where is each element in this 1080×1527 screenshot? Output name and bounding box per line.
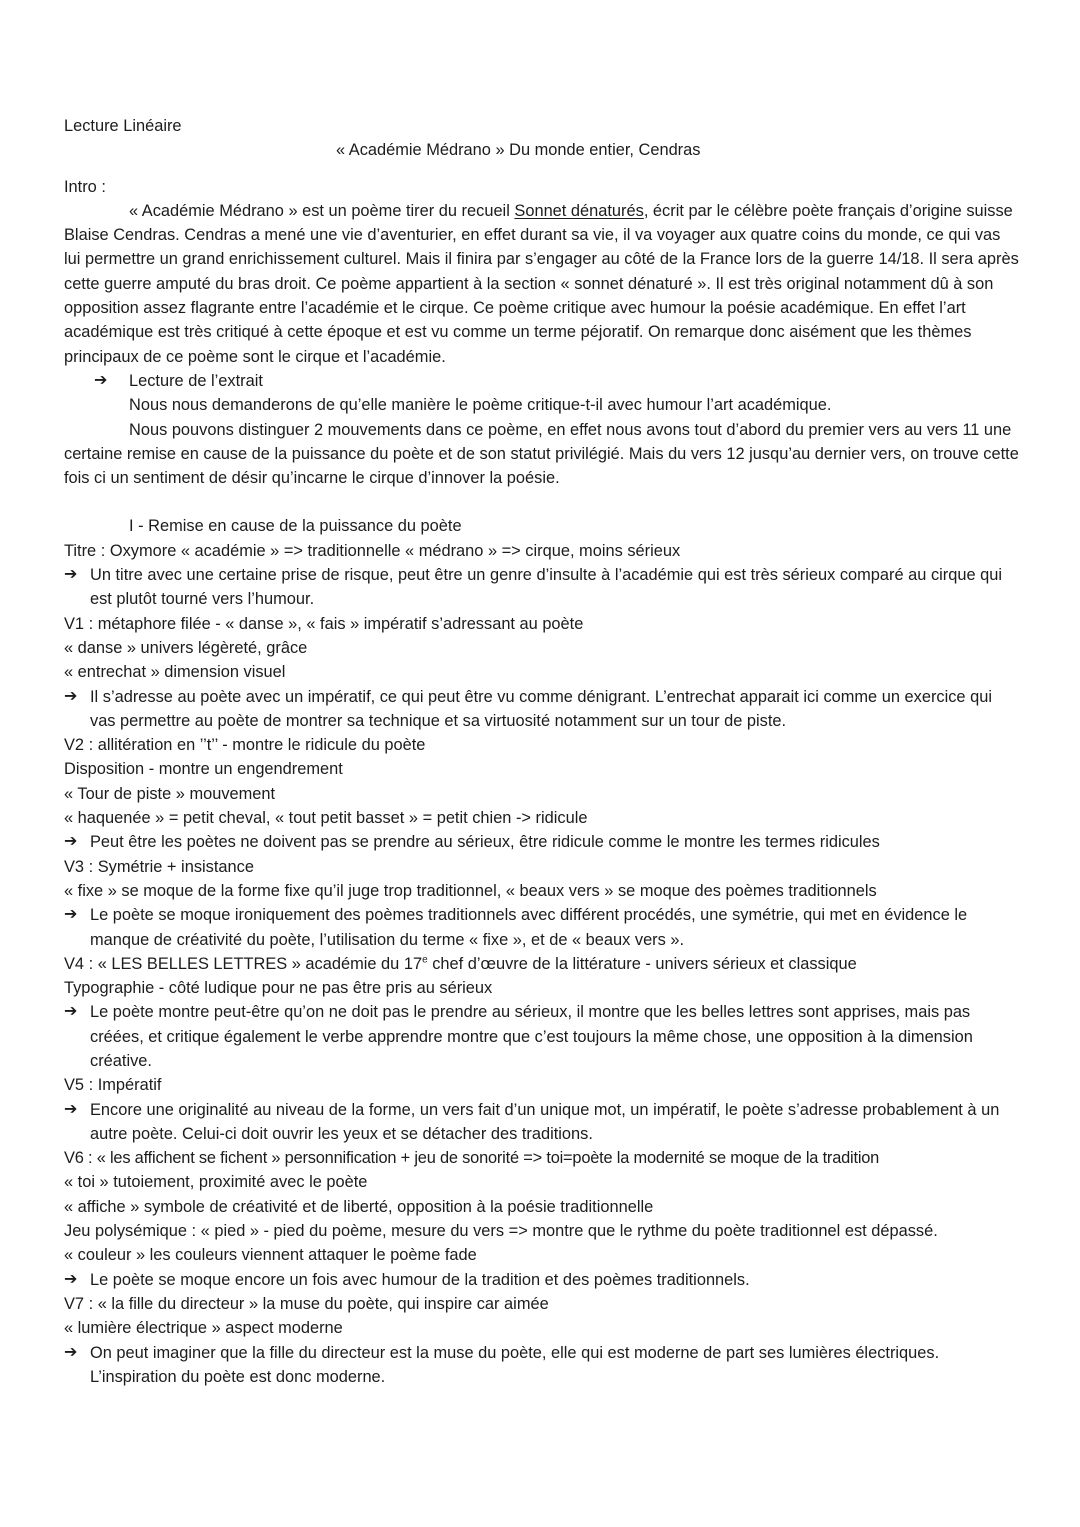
note-line: Titre : Oxymore « académie » => traditionnelle « médrano » => cirque, moins sérieux [64,541,681,560]
note-line: V5 : Impératif [64,1076,162,1095]
note-line: « couleur » les couleurs viennent attaquer le poème fade [64,1246,477,1265]
section-title: I - Remise en cause de la puissance du poète [129,517,462,536]
plan-paragraph [64,418,1019,491]
arrow-note [64,1268,1019,1292]
intro-label: Intro : [64,177,106,196]
note-line: Typographie - côté ludique pour ne pas être pris au sérieux [64,979,493,998]
note-line: V6 : « les affichent se fichent » personnification + jeu de sonorité => toi=poète la modernité se moque de la tradition [64,1149,880,1168]
arrow-icon: ➔ [64,687,78,705]
intro-text-before: « Académie Médrano » est un poème tirer du recueil [129,201,515,220]
arrow-note [64,903,1019,952]
note-line: Disposition - montre un engendrement [64,760,343,779]
v4-text-end: chef d’œuvre de la littérature - univers sérieux et classique [427,954,857,973]
arrow-icon: ➔ [64,833,78,851]
arrow-icon: ➔ [64,906,78,924]
arrow-note [64,563,1019,612]
note-line [64,952,1019,976]
lecture-label: Lecture de l’extrait [129,371,263,390]
note-line: V2 : allitération en ’’t’’ - montre le ridicule du poète [64,736,426,755]
doc-type: Lecture Linéaire [64,117,182,135]
note-line: « toi » tutoiement, proximité avec le poète [64,1173,368,1192]
note-line: « danse » univers légèreté, grâce [64,638,308,657]
note-line: « affiche » symbole de créativité et de liberté, opposition à la poésie traditionnelle [64,1197,654,1216]
arrow-note [64,1098,1019,1147]
plan-text: Nous pouvons distinguer 2 mouvements dans ce poème, en effet nous avons tout d’abord du premier vers au vers 11 une certaine remise en cause de la puissance du poète et de son statut privilégié. Mais du vers 12 jusqu’au dernier vers, on trouve cette fois ci un sentiment de désir qu’incarne le cirque d’innover la poésie. [64,420,1019,488]
arrow-icon: ➔ [94,371,108,389]
page-title: « Académie Médrano » Du monde entier, Cendras [336,141,701,160]
problematique: Nous nous demanderons de qu’elle manière le poème critique-t-il avec humour l’art académique. [129,396,832,415]
note-line: V7 : « la fille du directeur » la muse du poète, qui inspire car aimée [64,1294,549,1313]
intro-paragraph [64,199,1019,369]
arrow-note-text: On peut imaginer que la fille du directeur est la muse du poète, elle qui est moderne de part ses lumières électriques. L’inspiration du poète est donc moderne. [90,1343,940,1386]
arrow-icon: ➔ [64,1270,78,1288]
note-line: « fixe » se moque de la forme fixe qu’il juge trop traditionnel, « beaux vers » se moque des poèmes traditionnels [64,881,877,900]
arrow-icon: ➔ [64,1343,78,1361]
arrow-note-text: Un titre avec une certaine prise de risque, peut être un genre d’insulte à l’académie qui est très sérieux comparé au cirque qui est plutôt tourné vers l’humour. [90,566,1003,609]
arrow-note [64,685,1019,734]
note-line: V3 : Symétrie + insistance [64,857,254,876]
note-line: « haquenée » = petit cheval, « tout petit basset » = petit chien -> ridicule [64,809,588,828]
arrow-note [64,1341,1019,1390]
note-line: « lumière électrique » aspect moderne [64,1319,343,1338]
arrow-note-text: Il s’adresse au poète avec un impératif, ce qui peut être vu comme dénigrant. L’entrechat apparait ici comme un exercice qui vas permettre au poète de montrer sa technique et sa virtuosité notamment sur un tour de piste. [90,687,992,730]
superscript: e [422,954,428,966]
spacer [64,490,1019,514]
spacer [64,163,1019,175]
arrow-note-text: Le poète montre peut-être qu’on ne doit pas le prendre au sérieux, il montre que les belles lettres sont apprises, mais pas créées, et critique également le verbe apprendre montre que c’est toujours la même chose, une opposition à la dimension créative. [90,1003,973,1070]
note-line: « Tour de piste » mouvement [64,784,276,803]
lecture-item [64,369,1019,393]
note-line: V1 : métaphore filée - « danse », « fais » impératif s’adressant au poète [64,614,584,633]
note-line: « entrechat » dimension visuel [64,663,286,682]
arrow-note-text: Encore une originalité au niveau de la forme, un vers fait d’un unique mot, un impératif, le poète s’adresse probablement à un autre poète. Celui-ci doit ouvrir les yeux et se détacher des traditions. [90,1100,1000,1143]
arrow-icon: ➔ [64,1100,78,1118]
arrow-note [64,830,1019,854]
arrow-note-text: Peut être les poètes ne doivent pas se prendre au sérieux, être ridicule comme le montre les termes ridicules [90,833,880,852]
arrow-icon: ➔ [64,1003,78,1021]
note-line: Jeu polysémique : « pied » - pied du poème, mesure du vers => montre que le rythme du poète traditionnel est dépassé. [64,1222,938,1241]
document-page [64,114,1019,1389]
book-title: Sonnet dénaturés [514,201,644,220]
arrow-note-text: Le poète se moque encore un fois avec humour de la tradition et des poèmes traditionnels. [90,1270,750,1289]
arrow-icon: ➔ [64,566,78,584]
v4-text: V4 : « LES BELLES LETTRES » académie du 17 [64,954,423,973]
arrow-note-text: Le poète se moque ironiquement des poèmes traditionnels avec différent procédés, une symétrie, qui met en évidence le manque de créativité du poète, l’utilisation du terme « fixe », et de « beaux vers ». [90,906,968,949]
arrow-note [64,1000,1019,1073]
intro-text-after: , écrit par le célèbre poète français d’origine suisse Blaise Cendras. Cendras a mené une vie d’aventurier, en effet durant sa vie, il va voyager aux quatre coins du monde, ce qui vas lui permettre un grand enrichissement culturel. Mais il finira par s’engager au côté de la France lors de la guerre 14/18. Il sera après cette guerre amputé du bras droit. Ce poème appartient à la section « sonnet dénaturé ». Il est très original notamment dû à son opposition assez flagrante entre l’académie et le cirque. Ce poème critique avec humour la poésie académique. En effet l’art académique est très critiqué à cette époque et est vu comme un terme péjoratif. On remarque donc aisément que les thèmes principaux de ce poème sont le cirque et l’académie. [64,201,1019,366]
